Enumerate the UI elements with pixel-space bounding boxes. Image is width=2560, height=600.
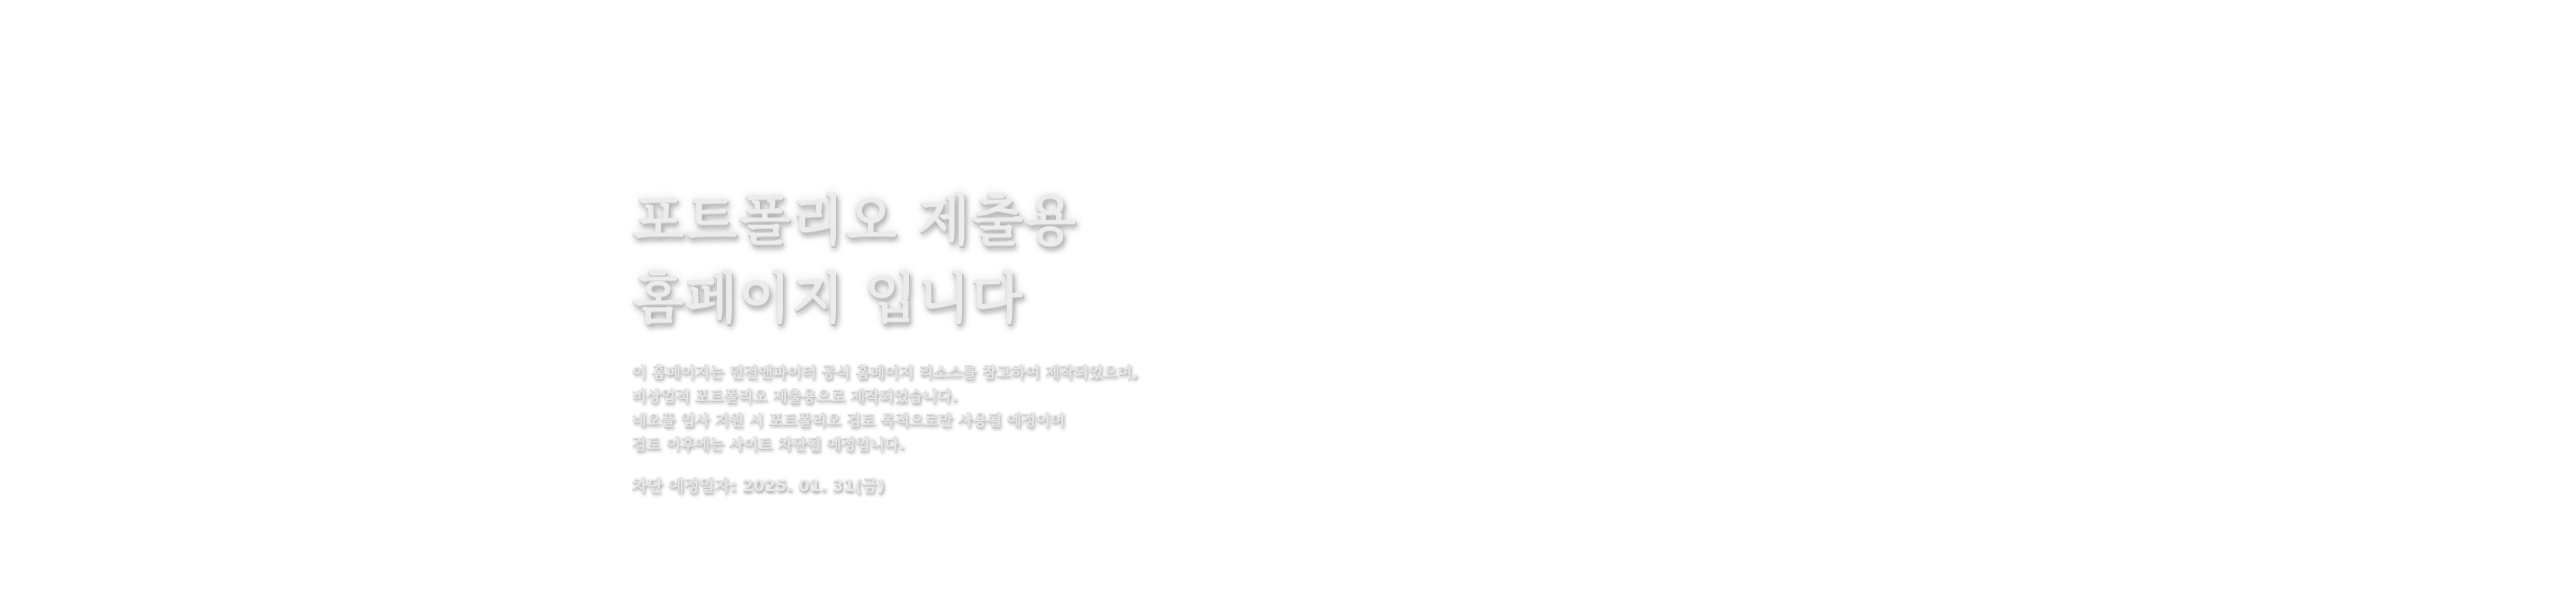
shutdown-label: 차단 예정일자: bbox=[632, 476, 737, 495]
description-line-4: 검토 이후에는 사이트 차단될 예정입니다. bbox=[632, 435, 905, 453]
shutdown-date-text bbox=[632, 474, 1532, 498]
shutdown-date: 2025. 01. 31(금) bbox=[742, 476, 885, 495]
description bbox=[632, 360, 1532, 456]
headline bbox=[632, 182, 1532, 338]
portfolio-notice bbox=[632, 182, 1532, 498]
description-line-1: 이 홈페이지는 던전앤파이터 공식 홈페이지 리소스를 참고하여 제작되었으며, bbox=[632, 363, 1138, 381]
description-line-2: 비상업적 포트폴리오 제출용으로 제작되었습니다. bbox=[632, 387, 958, 405]
description-line-3: 네오플 입사 지원 시 포트폴리오 검토 목적으로만 사용될 예정이며 bbox=[632, 411, 1066, 429]
headline-line-1: 포트폴리오 제출용 bbox=[632, 189, 1078, 252]
headline-line-2: 홈페이지 입니다 bbox=[632, 267, 1024, 330]
